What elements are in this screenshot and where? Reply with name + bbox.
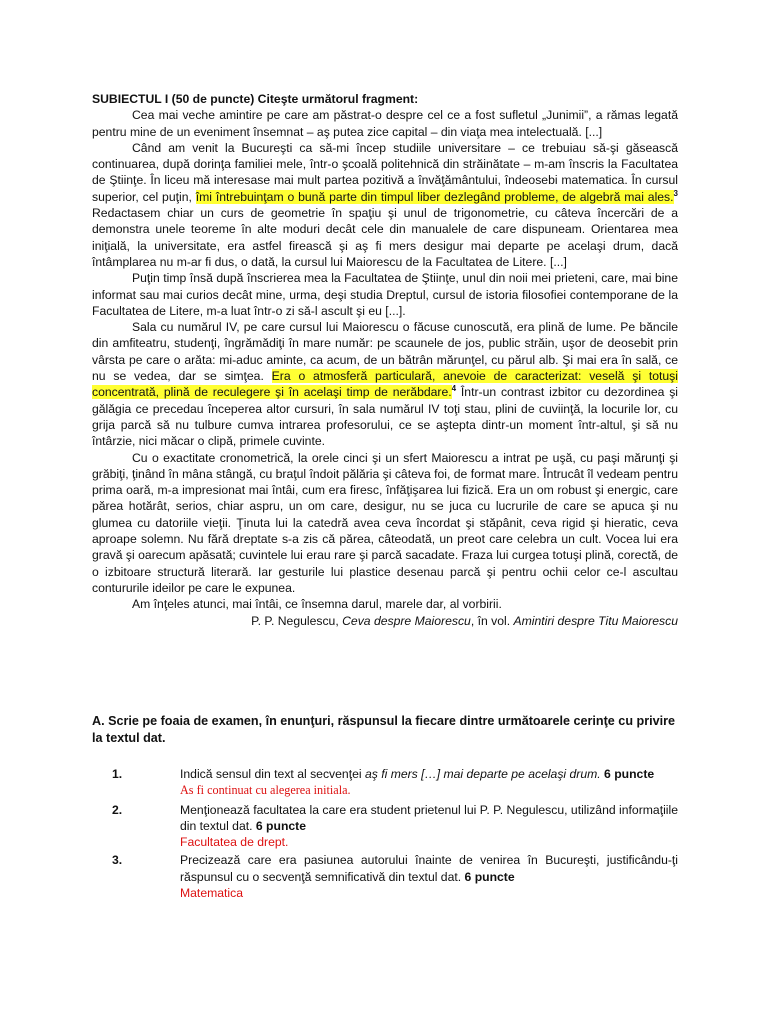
question-number: 1. [112,767,123,781]
question-1 [92,766,678,799]
question-points: 6 puncte [600,767,655,781]
question-quote: aş fi mers […] mai departe pe acelaşi drum. [364,767,601,781]
paragraph-5 [92,450,678,597]
questions-list [92,766,678,901]
source-citation [92,613,678,629]
subject-title: SUBIECTUL I (50 de puncte) Citeşte următorul fragment: [92,92,419,106]
source-mid: , în vol. [470,613,514,628]
paragraph-1-text: Cea mai veche amintire pe care am păstrat-o despre cel ce a fost sufletul „Junimii”, a rămas legată pentru mine de un eveniment însemnat – aş putea zice capital – din viaţa mea intelectuală. [...] [92,108,678,139]
paragraph-3-text: Puţin timp însă după înscrierea mea la Facultatea de Ştiinţe, unul din noii mei prieteni, care, mai bine informat sau mai curios decât mine, urma, deşi studia Dreptul, cursul de istoria filosofiei contemporane de la Facultatea de Litere, m-a luat într-o zi să-l ascult şi eu [...]. [92,271,678,318]
question-number: 3. [112,853,123,868]
paragraph-4-text-b: Într-un contrast izbitor cu dezordinea şi gălăgia ce precedau începerea altor cursuri, în sala numărul IV toţi stau, plini de cuviinţă, la locurile lor, cu grija parcă să nu tulbure cumva intrarea profesorului, ce se aştepta dintr-un moment într-altul, şi să nu întârzie, nici măcar o clipă, primele cuvinte. [92,385,679,449]
paragraph-2-text-a: Când am venit la Bucureşti ca să-mi încep studiile universitare – ce trebuiau să-şi găsească continuarea, după dorinţa familiei mele, într-o şcoală politehnică din străinătate – m-am înscris la Facultatea de Ştiinţe. În liceu mă interesase mai mult partea pozitivă a învăţământului, îndeosebi matematica. În cursul superior, cel puţin, [92,140,678,204]
question-text: Indică sensul din text al secvenţei [180,767,365,781]
paragraph-3 [92,270,678,319]
question-3 [92,852,678,901]
question-2 [92,802,678,851]
question-number: 2. [112,802,123,817]
source-author: P. P. Negulescu, [251,613,343,628]
answer-3: Matematica [180,886,243,901]
highlight-algebra: îmi întrebuinţam o bună parte din timpul liber dezlegând probleme, de algebră mai ales. [195,189,674,204]
question-points: 6 puncte [461,869,515,884]
question-points: 6 puncte [252,818,306,833]
source-title: Ceva despre Maiorescu [342,613,471,628]
paragraph-6 [92,596,678,612]
highlight-atmosphere: Era o atmosferă particulară, anevoie de caracterizat: veselă şi totuşi concentrată, plină de reculegere şi în acelaşi timp de nerăbdare. [92,369,678,400]
question-text: Menţionează facultatea la care era student prietenul lui P. P. Negulescu, utilizând informaţiile din textul dat. [180,802,678,833]
question-text: Precizează care era pasiunea autorului înainte de venirea în Bucureşti, justificându-ţi răspunsul cu o secvenţă semnificativă din textul dat. [180,853,678,884]
paragraph-4-text-a: Sala cu numărul IV, pe care cursul lui Maiorescu o făcuse cunoscută, era plină de lume. Pe băncile din amfiteatru, studenţi, îngrămădiţi în mare număr: pe scaunele de jos, public străin, uşor de deosebit prin vârsta pe care o arăta: mi-aduc aminte, ca acum, de un bătrân mărunţel, cu părul alb. Şi mai era în sală, ce nu se vedea, dar se simţea. [92,320,678,384]
source-volume: Amintiri despre Titu Maiorescu [513,613,678,628]
section-a-heading: A. Scrie pe foaia de examen, în enunţuri, răspunsul la fiecare dintre următoarele cerinţe cu privire la textul dat. [92,714,676,745]
paragraph-4 [92,319,678,449]
paragraph-1 [92,107,678,140]
fragment-block [92,91,678,629]
footnote-marker-4: 4 [451,384,457,394]
answer-1: As fi continuat cu alegerea initiala. [180,783,351,798]
paragraph-6-text: Am înţeles atunci, mai întâi, ce însemna darul, marele dar, al vorbirii. [132,597,502,612]
footnote-marker-3: 3 [673,188,678,198]
paragraph-2-text-b: Redactasem chiar un curs de geometrie în spaţiu şi unul de trigonometrie, cu câteva încercări de a demonstra unele teoreme în alte moduri decât cele din manualele de care dispuneam. Orientarea mea iniţială, la universitate, era astfel firească şi aş fi mers desigur mai departe pe acelaşi drum, dacă întâmplarea nu m-ar fi dus, o dată, la cursul lui Maiorescu de la Facultatea de Litere. [...] [92,206,678,269]
paragraph-2 [92,140,678,270]
answer-2: Facultatea de drept. [180,835,289,850]
paragraph-5-text: Cu o exactitate cronometrică, la orele cinci şi un sfert Maiorescu a intrat pe uşă, cu paşi mărunţi şi grăbiţi, ţinând în mâna stângă, cu braţul îndoit pălăria şi câteva foi, de format mare. Întrucât îl vedeam pentru prima oară, m-a impresionat mai întâi, cum era firesc, înfăţişarea lui fizică. Era un om robust şi energic, care părea hotărât, serios, chiar aspru, un om care, desigur, nu se juca cu lucrurile de care se apuca şi nu glumea cu datoriile vieţii. Ţinuta lui la catedră avea ceva încordat şi stăpânit, ceva rigid şi hieratic, ceva aproape solemn. Nu fără dreptate s-a zis că părea, câteodată, un preot care celebra un cult. Vocea lui era gravă şi oarecum apăsată; cuvintele lui erau rare şi parcă sacadate. Fraza lui curgea totuşi plină, corectă, de o izbitoare structură literară. Iar gesturile lui plastice desenau parcă şi pentru ochii celor ce-l ascultau contururile ideilor pe care le expunea. [92,450,678,595]
